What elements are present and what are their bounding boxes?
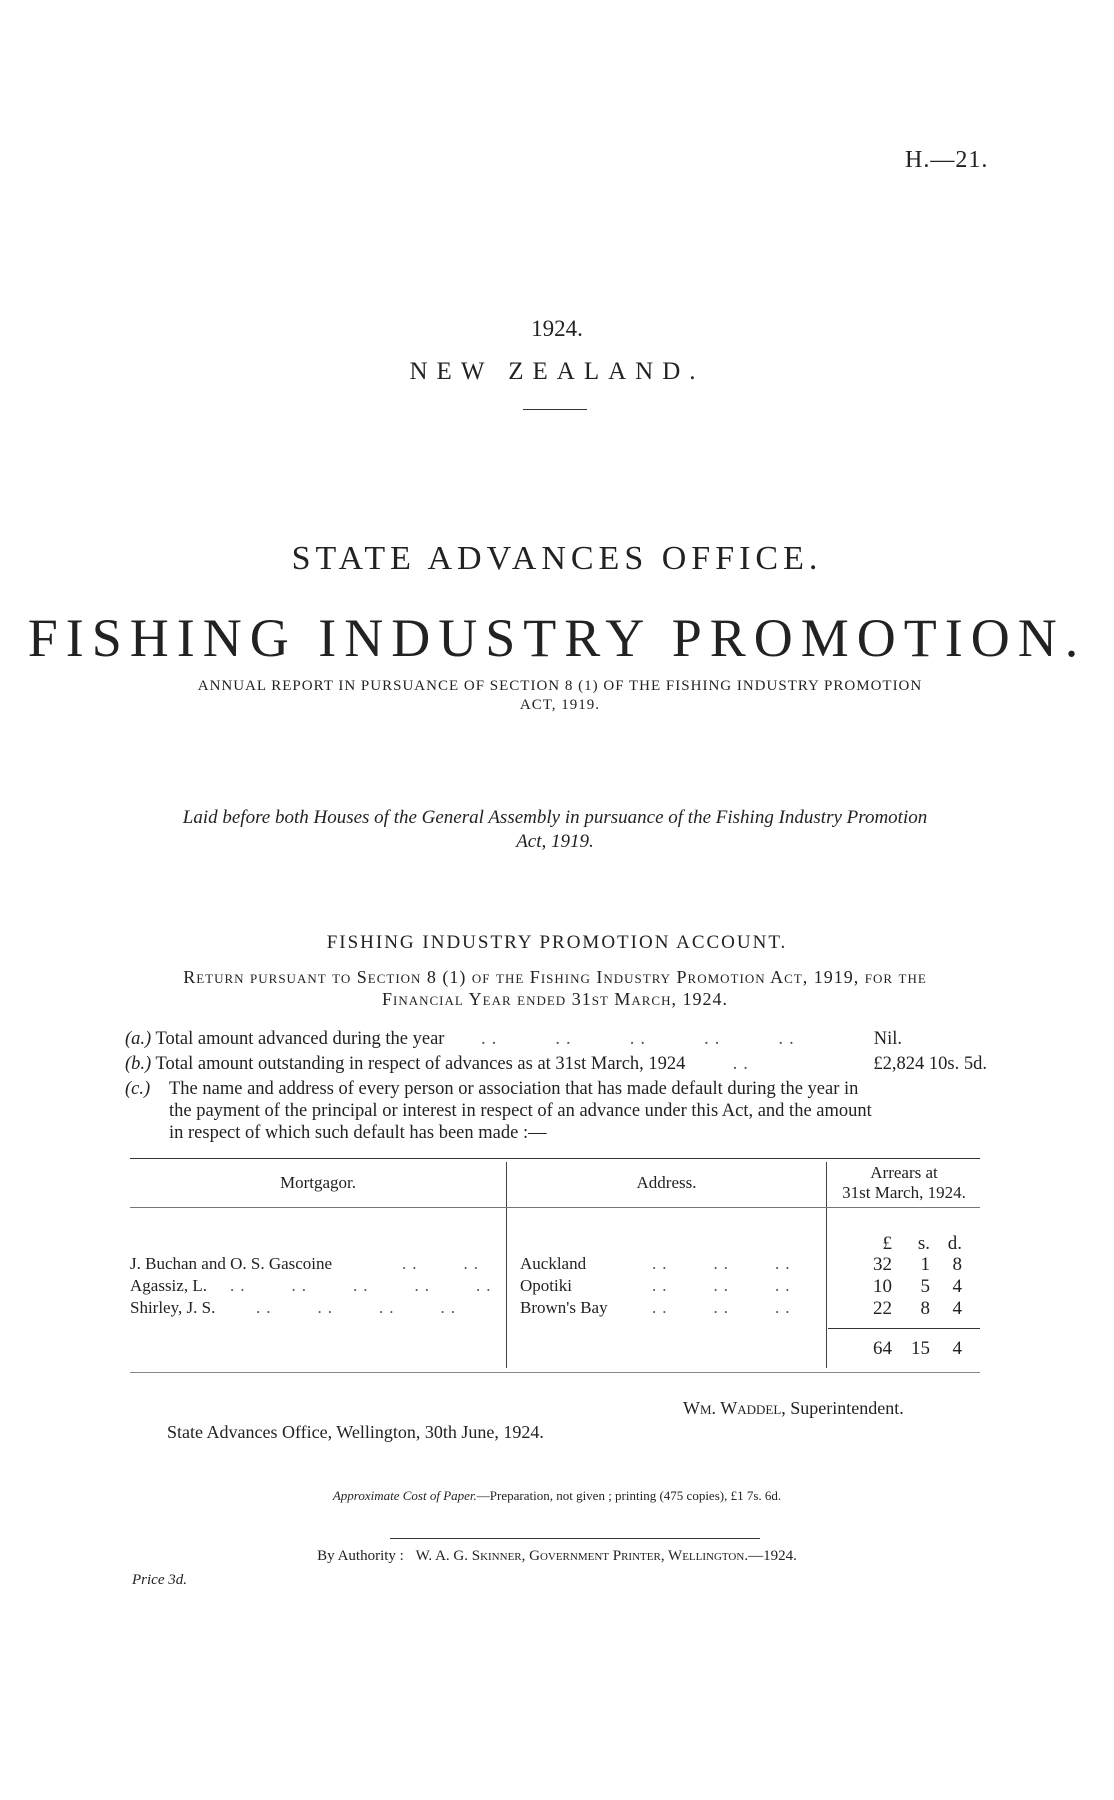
- return-statement: [125, 966, 985, 1010]
- document-subtitle: [150, 677, 970, 715]
- row-pence: 8: [952, 1254, 962, 1275]
- item-a-label: (a.): [125, 1029, 152, 1049]
- row-leader: .. .. ..: [652, 1276, 796, 1295]
- footer-rule: [390, 1538, 760, 1539]
- item-b-text: Total amount outstanding in respect of advances as at 31st March, 1924: [155, 1054, 686, 1074]
- item-b-leader: ..: [690, 1054, 754, 1074]
- header-bottom-rule: [130, 1207, 980, 1208]
- country-heading: NEW ZEALAND.: [409, 358, 705, 385]
- return-line-1: Return pursuant to Section 8 (1) of the Fishing Industry Promotion Act, 1919, for the: [183, 967, 927, 987]
- unit-pence: d.: [947, 1233, 962, 1254]
- item-c-line-2: the payment of the principal or interest in respect of an advance under this Act, and the amount: [169, 1101, 872, 1121]
- cost-note: [0, 1488, 1114, 1504]
- row-address: Opotiki: [520, 1276, 572, 1295]
- row-address: Brown's Bay: [520, 1298, 608, 1317]
- unit-pounds: £: [882, 1233, 892, 1254]
- row-leader: .. .. ..: [652, 1298, 796, 1317]
- place-date: State Advances Office, Wellington, 30th June, 1924.: [167, 1422, 544, 1442]
- header-arrears-line-1: Arrears at: [870, 1163, 938, 1182]
- cost-text: —Preparation, not given ; printing (475 copies), £1 7s. 6d.: [476, 1488, 782, 1503]
- row-mortgagor: Shirley, J. S.: [130, 1298, 216, 1317]
- item-b-label: (b.): [125, 1054, 152, 1074]
- item-c: [125, 1078, 987, 1144]
- page-reference: H.—21.: [905, 147, 989, 173]
- row-shillings: 1: [920, 1254, 930, 1275]
- total-pence: 4: [952, 1338, 962, 1359]
- table-row: [130, 1254, 980, 1276]
- item-c-line-1: The name and address of every person or association that has made default during the year in: [169, 1079, 859, 1099]
- row-pence: 4: [952, 1298, 962, 1319]
- row-pounds: 22: [873, 1298, 892, 1319]
- header-arrears-line-2: 31st March, 1924.: [842, 1183, 966, 1202]
- office-heading: STATE ADVANCES OFFICE.: [291, 540, 823, 577]
- row-leader: .. .. .. .. ..: [230, 1276, 497, 1295]
- laid-line-2: Act, 1919.: [516, 831, 594, 852]
- header-address: Address.: [636, 1173, 697, 1192]
- row-pounds: 10: [873, 1276, 892, 1297]
- subtitle-line-1: ANNUAL REPORT IN PURSUANCE OF SECTION 8 (1) OF THE FISHING INDUSTRY PROMOTION: [197, 678, 923, 694]
- row-leader: .. .. .. ..: [256, 1298, 461, 1317]
- row-leader: .. .. ..: [652, 1254, 796, 1273]
- printer-credit: W. A. G. Skinner, Government Printer, Wellington.—1924.: [415, 1548, 797, 1564]
- laid-line-1: Laid before both Houses of the General Assembly in pursuance of the Fishing Industry Promotion: [182, 807, 928, 828]
- total-shillings: 15: [911, 1338, 930, 1359]
- total-rule: [828, 1328, 980, 1329]
- unit-shillings: s.: [917, 1233, 930, 1254]
- title-divider: [523, 409, 587, 410]
- item-a: [125, 1028, 987, 1050]
- item-b-value: £2,824 10s. 5d.: [873, 1054, 987, 1074]
- item-a-value: Nil.: [873, 1029, 902, 1049]
- row-mortgagor: J. Buchan and O. S. Gascoine: [130, 1254, 333, 1273]
- account-title: FISHING INDUSTRY PROMOTION ACCOUNT.: [326, 932, 788, 953]
- cost-label: Approximate Cost of Paper.: [332, 1488, 477, 1503]
- return-line-2: Financial Year ended 31st March, 1924.: [381, 989, 728, 1009]
- authority-label: By Authority :: [317, 1548, 404, 1564]
- item-c-line-3: in respect of which such default has been made :—: [169, 1123, 547, 1143]
- signatory-role: Superintendent.: [790, 1398, 904, 1418]
- table-row: [130, 1276, 980, 1298]
- price: Price 3d.: [132, 1572, 187, 1588]
- row-shillings: 5: [920, 1276, 930, 1297]
- item-c-label: (c.): [125, 1079, 151, 1099]
- table-top-rule: [130, 1158, 980, 1159]
- table-row: [130, 1298, 980, 1320]
- row-pence: 4: [952, 1276, 962, 1297]
- header-mortgagor: Mortgagor.: [279, 1173, 357, 1192]
- item-a-leader: .. .. .. .. ..: [449, 1029, 800, 1049]
- row-shillings: 8: [920, 1298, 930, 1319]
- table-bottom-rule: [130, 1372, 980, 1373]
- row-leader: .. ..: [402, 1254, 484, 1273]
- item-a-text: Total amount advanced during the year: [155, 1029, 445, 1049]
- signatory-name: Wm. Waddel,: [683, 1398, 786, 1418]
- laid-before-statement: [125, 806, 985, 854]
- report-year: 1924.: [531, 316, 583, 341]
- item-b: [125, 1053, 987, 1075]
- authority-line: [0, 1548, 1114, 1565]
- total-pounds: 64: [873, 1338, 892, 1359]
- row-pounds: 32: [873, 1254, 892, 1275]
- row-address: Auckland: [520, 1254, 587, 1273]
- row-mortgagor: Agassiz, L.: [130, 1276, 207, 1295]
- document-title: FISHING INDUSTRY PROMOTION.: [27, 608, 1087, 668]
- signatory: [683, 1398, 904, 1419]
- header-arrears: [828, 1163, 980, 1203]
- subtitle-line-2: ACT, 1919.: [519, 697, 601, 713]
